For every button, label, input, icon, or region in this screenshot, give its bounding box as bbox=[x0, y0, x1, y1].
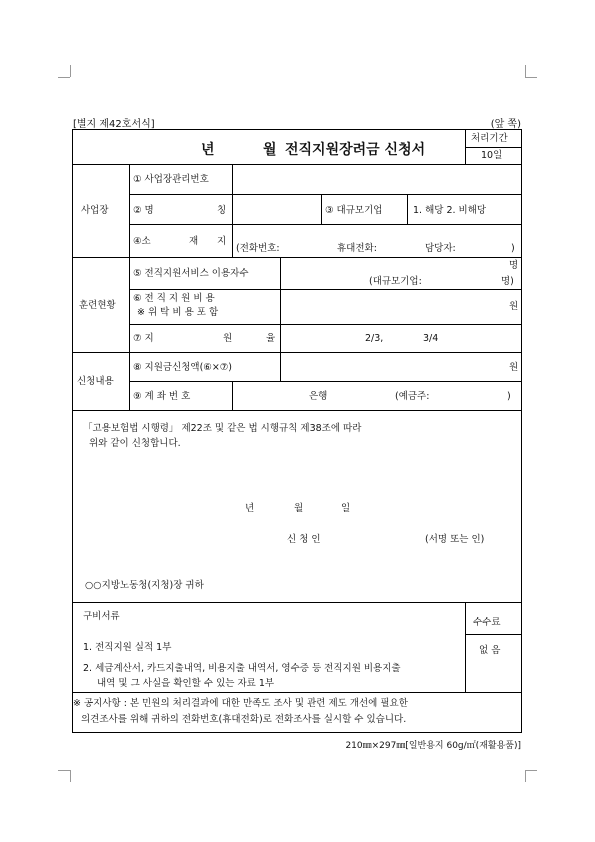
rate-label-c: 율 bbox=[266, 333, 276, 344]
title-year: 년 bbox=[201, 142, 215, 158]
rate-label-a: ⑦ 지 bbox=[133, 333, 154, 344]
account-label: ⑨ 계 좌 번 호 bbox=[133, 391, 191, 402]
rule-fee-mid bbox=[465, 634, 521, 635]
rule-biz-large-mid bbox=[407, 194, 408, 224]
rate-label-b: 원 bbox=[223, 333, 233, 344]
crop-mark-tr-h bbox=[525, 77, 537, 78]
amount-field[interactable] bbox=[281, 353, 521, 381]
notice-line-2: 의견조사를 위해 귀하의 전화번호(휴대전화)로 전화조사를 실시할 수 있습니다. bbox=[81, 714, 407, 725]
date-day: 일 bbox=[341, 503, 351, 514]
crop-mark-bl-h bbox=[58, 770, 70, 771]
rule-app-bottom bbox=[73, 410, 521, 411]
date-year: 년 bbox=[245, 503, 255, 514]
processing-period-label: 처리기간 bbox=[471, 133, 508, 144]
form-number: [별지 제42호서식] bbox=[73, 119, 155, 130]
rule-fee-left bbox=[465, 602, 466, 692]
mobile-label: 휴대전화: bbox=[337, 243, 377, 254]
rate-option-a[interactable]: 2/3, bbox=[365, 333, 384, 344]
phone-label: (전화번호: bbox=[236, 243, 280, 254]
page-side: (앞 쪽) bbox=[490, 119, 521, 130]
rule-statement-bottom bbox=[73, 602, 521, 603]
reg-no-label: ① 사업장관리번호 bbox=[133, 174, 209, 185]
section-business: 사업장 bbox=[81, 205, 109, 216]
account-close: ) bbox=[507, 391, 511, 402]
recipient: ○○지방노동청(지청)장 귀하 bbox=[85, 580, 204, 591]
address-close: ) bbox=[511, 243, 515, 254]
document-item-1: 1. 전직지원 실적 1부 bbox=[83, 642, 172, 653]
date-month: 월 bbox=[294, 503, 304, 514]
document-item-2-line-2: 내역 및 그 사실을 확인할 수 있는 자료 1부 bbox=[97, 678, 275, 689]
rule-processing-left bbox=[465, 130, 466, 164]
section-application: 신청내용 bbox=[77, 376, 114, 387]
rule-app-1 bbox=[129, 381, 521, 382]
rule-section-col bbox=[129, 164, 130, 410]
crop-mark-tr-v bbox=[525, 65, 526, 77]
rule-biz-2 bbox=[129, 224, 521, 225]
rule-biz-bottom bbox=[73, 257, 521, 258]
holder-label: (예금주: bbox=[395, 391, 430, 402]
biz-name-label-b: 칭 bbox=[217, 205, 227, 216]
processing-period-value: 10일 bbox=[481, 150, 503, 161]
application-form bbox=[72, 129, 522, 733]
amount-unit: 원 bbox=[509, 362, 519, 373]
page-title: 전직지원장려금 신청서 bbox=[285, 142, 426, 158]
address-label-c: 지 bbox=[217, 236, 227, 247]
document-item-2-line-1: 2. 세금계산서, 카드지출내역, 비용지출 내역서, 영수증 등 전직지원 비용지출 bbox=[83, 663, 401, 674]
section-training: 훈련현황 bbox=[79, 300, 116, 311]
title-month: 월 bbox=[263, 142, 277, 158]
amount-label: ⑧ 지원금신청액(⑥×⑦) bbox=[133, 362, 233, 373]
documents-label: 구비서류 bbox=[83, 611, 120, 622]
rule-biz-1 bbox=[129, 194, 521, 195]
statement-line-1: 「고용보험법 시행령」 제22조 및 같은 법 시행규칙 제38조에 따라 bbox=[83, 423, 362, 434]
rule-app-account-col bbox=[232, 381, 233, 410]
rule-docs-bottom bbox=[73, 692, 521, 693]
rule-biz-name-mid bbox=[321, 194, 322, 224]
address-label-a: ④소 bbox=[133, 236, 151, 247]
fee-value: 없 음 bbox=[479, 645, 501, 656]
signature-label: (서명 또는 인) bbox=[425, 534, 485, 545]
fee-label: 수수료 bbox=[473, 617, 501, 628]
paper-spec: 210㎜×297㎜[일반용지 60g/㎡(재활용품)] bbox=[345, 741, 521, 751]
large-company-options[interactable]: 1. 해당 2. 비해당 bbox=[413, 205, 487, 216]
cost-label-1: ⑥ 전 직 지 원 비 용 bbox=[133, 293, 215, 304]
notice-line-1: ※ 공지사항 : 본 민원의 처리결과에 대한 만족도 조사 및 관련 제도 개선에 필요한 bbox=[73, 698, 408, 709]
cost-field[interactable] bbox=[281, 290, 521, 324]
applicant-label: 신 청 인 bbox=[287, 534, 321, 545]
reg-no-field[interactable] bbox=[233, 165, 521, 194]
crop-mark-tl-v bbox=[70, 65, 71, 77]
manager-label: 담당자: bbox=[425, 243, 456, 254]
crop-mark-tl-h bbox=[58, 77, 70, 78]
rule-train-2 bbox=[129, 324, 521, 325]
crop-mark-br-v bbox=[525, 770, 526, 782]
rule-addr-label-col bbox=[232, 224, 233, 257]
rule-processing-mid bbox=[465, 147, 521, 148]
crop-mark-br-h bbox=[525, 770, 537, 771]
crop-mark-bl-v bbox=[70, 770, 71, 782]
cost-label-2: ※ 위 탁 비 용 포 함 bbox=[137, 307, 219, 318]
address-label-b: 재 bbox=[189, 236, 199, 247]
users-label: ⑤ 전직지원서비스 이용자수 bbox=[133, 268, 249, 279]
rate-option-b[interactable]: 3/4 bbox=[423, 333, 439, 344]
bank-label: 은행 bbox=[309, 391, 328, 402]
biz-name-label-a: ② 명 bbox=[133, 205, 154, 216]
users-sub-unit: 명) bbox=[501, 276, 514, 287]
users-sub-label: (대규모기업: bbox=[369, 276, 422, 287]
statement-line-2: 위와 같이 신청합니다. bbox=[89, 438, 181, 449]
cost-unit: 원 bbox=[509, 301, 519, 312]
biz-name-field[interactable] bbox=[233, 195, 321, 224]
users-unit: 명 bbox=[509, 260, 519, 271]
large-company-label: ③ 대규모기업 bbox=[325, 205, 383, 216]
